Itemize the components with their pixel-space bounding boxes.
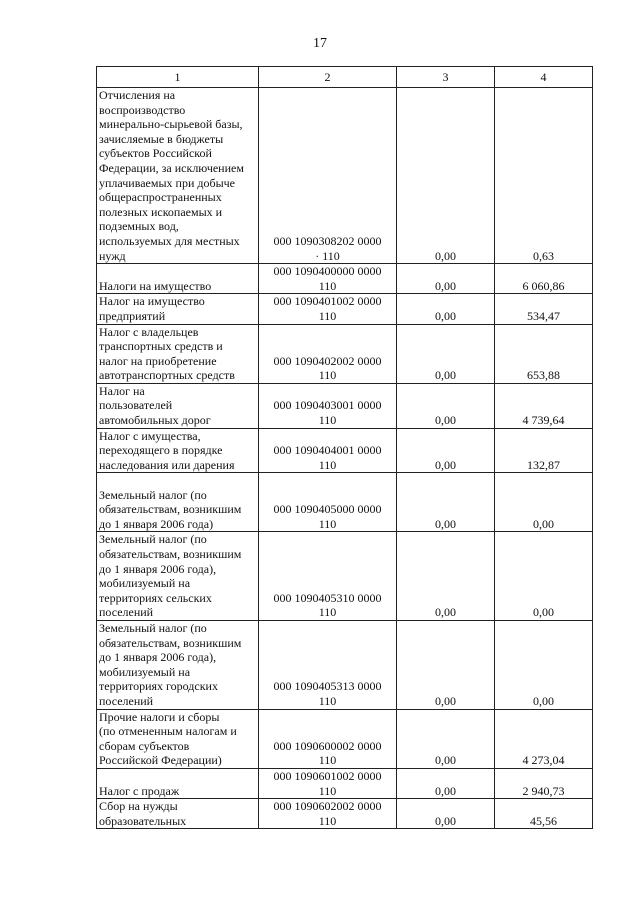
row-name: Налог с продаж: [97, 768, 259, 798]
row-col3: 0,00: [397, 88, 495, 264]
row-name: Налог на имущество предприятий: [97, 294, 259, 324]
row-col3: 0,00: [397, 768, 495, 798]
row-name: Сбор на нужды образовательных: [97, 799, 259, 829]
row-code: 000 1090400000 0000 110: [259, 264, 397, 294]
table-row: [97, 621, 593, 710]
table-header-row: [97, 67, 593, 88]
row-name: Налоги на имущество: [97, 264, 259, 294]
row-name: Отчисления на воспроизводство минерально-сырьевой базы, зачисляемые в бюджеты субъектов Российской Федерации, за исключением уплачиваемых при добыче общераспространенных полезных ископаемых и подземных вод, используемых для местных нужд: [97, 88, 259, 264]
row-name: Налог с имущества, переходящего в порядке наследования или дарения: [97, 428, 259, 473]
row-col3: 0,00: [397, 621, 495, 710]
row-col4: 4 739,64: [495, 383, 593, 428]
table-row: [97, 428, 593, 473]
row-col3: 0,00: [397, 428, 495, 473]
row-col4: 0,00: [495, 532, 593, 621]
row-code: 000 1090405000 0000 110: [259, 473, 397, 532]
row-code: 000 1090308202 0000 · 110: [259, 88, 397, 264]
table-row: [97, 88, 593, 264]
table-row: [97, 383, 593, 428]
row-code: 000 1090402002 0000 110: [259, 324, 397, 383]
column-header: 3: [397, 67, 495, 88]
row-col3: 0,00: [397, 324, 495, 383]
table-row: [97, 473, 593, 532]
row-col4: 45,56: [495, 799, 593, 829]
revenue-table: [96, 66, 593, 829]
table-row: [97, 532, 593, 621]
row-code: 000 1090405310 0000 110: [259, 532, 397, 621]
table-row: [97, 324, 593, 383]
table-row: [97, 264, 593, 294]
row-name: Налог с владельцев транспортных средств и налог на приобретение автотранспортных средств: [97, 324, 259, 383]
row-col3: 0,00: [397, 294, 495, 324]
row-col4: 6 060,86: [495, 264, 593, 294]
row-col3: 0,00: [397, 709, 495, 768]
row-code: 000 1090602002 0000 110: [259, 799, 397, 829]
row-code: 000 1090600002 0000 110: [259, 709, 397, 768]
table-row: [97, 294, 593, 324]
row-col4: 132,87: [495, 428, 593, 473]
row-col3: 0,00: [397, 264, 495, 294]
row-col3: 0,00: [397, 383, 495, 428]
row-code: 000 1090601002 0000 110: [259, 768, 397, 798]
column-header: 4: [495, 67, 593, 88]
row-col3: 0,00: [397, 532, 495, 621]
table-row: [97, 768, 593, 798]
row-col4: 534,47: [495, 294, 593, 324]
row-col4: 0,63: [495, 88, 593, 264]
row-col4: 2 940,73: [495, 768, 593, 798]
page-number: 17: [313, 36, 327, 51]
row-code: 000 1090401002 0000 110: [259, 294, 397, 324]
row-col4: 0,00: [495, 473, 593, 532]
row-code: 000 1090404001 0000 110: [259, 428, 397, 473]
row-name: Земельный налог (по обязательствам, возникшим до 1 января 2006 года), мобилизуемый на территориях городских поселений: [97, 621, 259, 710]
table-row: [97, 709, 593, 768]
table-row: [97, 799, 593, 829]
row-col4: 653,88: [495, 324, 593, 383]
row-name: Налог на пользователей автомобильных дорог: [97, 383, 259, 428]
column-header: 2: [259, 67, 397, 88]
row-code: 000 1090405313 0000 110: [259, 621, 397, 710]
row-col4: 4 273,04: [495, 709, 593, 768]
column-header: 1: [97, 67, 259, 88]
row-col3: 0,00: [397, 799, 495, 829]
row-name: Земельный налог (по обязательствам, возникшим до 1 января 2006 года): [97, 473, 259, 532]
row-name: Земельный налог (по обязательствам, возникшим до 1 января 2006 года), мобилизуемый на территориях сельских поселений: [97, 532, 259, 621]
row-name: Прочие налоги и сборы (по отмененным налогам и сборам субъектов Российской Федерации): [97, 709, 259, 768]
row-col4: 0,00: [495, 621, 593, 710]
row-code: 000 1090403001 0000 110: [259, 383, 397, 428]
row-col3: 0,00: [397, 473, 495, 532]
